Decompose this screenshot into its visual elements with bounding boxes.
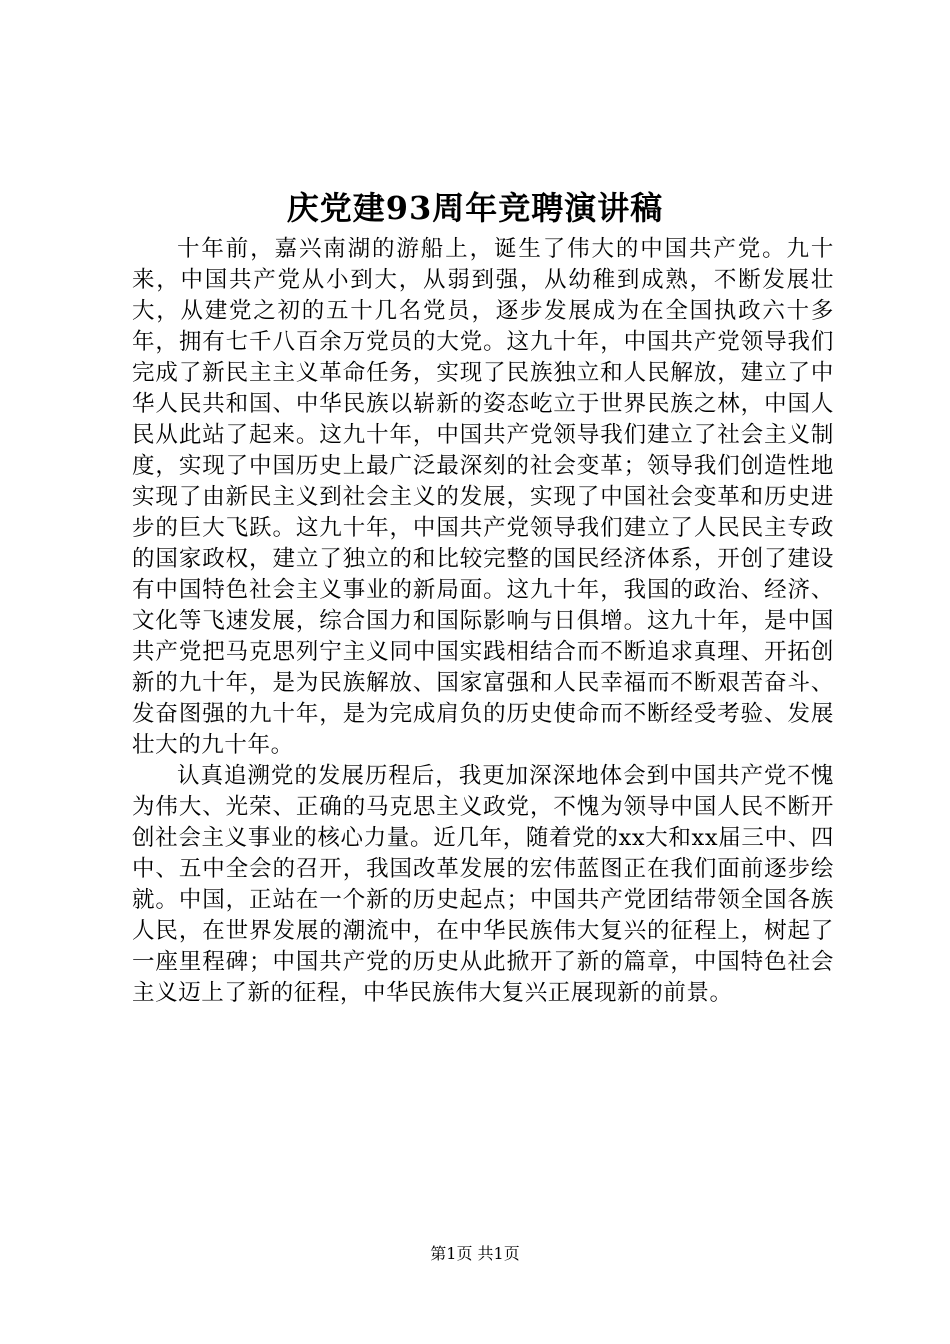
document-body (132, 234, 834, 1009)
paragraph-1: 十年前，嘉兴南湖的游船上，诞生了伟大的中国共产党。九十来，中国共产党从小到大，从弱到强，从幼稚到成熟，不断发展壮大，从建党之初的五十几名党员，逐步发展成为在全国执政六十多年，拥有七千八百余万党员的大党。这九十年，中国共产党领导我们完成了新民主主义革命任务，实现了民族独立和人民解放，建立了中华人民共和国、中华民族以崭新的姿态屹立于世界民族之林，中国人民从此站了起来。这九十年，中国共产党领导我们建立了社会主义制度，实现了中国历史上最广泛最深刻的社会变革；领导我们创造性地实现了由新民主义到社会主义的发展，实现了中国社会变革和历史进步的巨大飞跃。这九十年，中国共产党领导我们建立了人民民主专政的国家政权，建立了独立的和比较完整的国民经济体系，开创了建设有中国特色社会主义事业的新局面。这九十年，我国的政治、经济、文化等飞速发展，综合国力和国际影响与日俱增。这九十年，是中国共产党把马克思列宁主义同中国实践相结合而不断追求真理、开拓创新的九十年，是为民族解放、国家富强和人民幸福而不断艰苦奋斗、发奋图强的九十年，是为完成肩负的历史使命而不断经受考验、发展壮大的九十年。 (132, 236, 834, 758)
document-title: 庆党建93周年竞聘演讲稿 (286, 189, 664, 227)
page-footer: 第1页 共1页 (430, 1244, 520, 1263)
paragraph-2: 认真追溯党的发展历程后，我更加深深地体会到中国共产党不愧为伟大、光荣、正确的马克思主义政党，不愧为领导中国人民不断开创社会主义事业的核心力量。近几年，随着党的xx大和xx届三中、四中、五中全会的召开，我国改革发展的宏伟蓝图正在我们面前逐步绘就。中国，正站在一个新的历史起点；中国共产党团结带领全国各族人民，在世界发展的潮流中，在中华民族伟大复兴的征程上，树起了一座里程碑；中国共产党的历史从此掀开了新的篇章，中国特色社会主义迈上了新的征程，中华民族伟大复兴正展现新的前景。 (132, 763, 834, 1006)
